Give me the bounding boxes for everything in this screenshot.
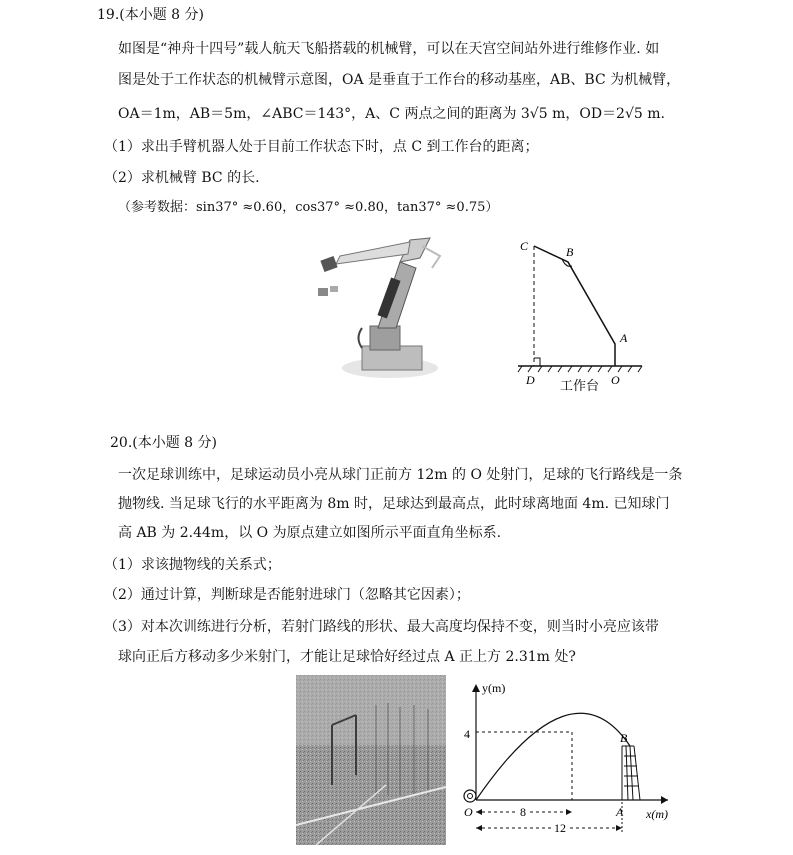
x-axis-label: x(m) — [646, 807, 668, 821]
origin-label: O — [464, 805, 473, 819]
q20-part2: （2）通过计算，判断球是否能射进球门（忽略其它因素）； — [104, 587, 470, 603]
q20-stem-line2: 抛物线. 当足球飞行的水平距离为 8m 时，足球达到最高点，此时球离地面 4m. 已知球门 — [118, 496, 670, 512]
q20-part3-line1: （3）对本次训练进行分析，若射门路线的形状、最大高度均保持不变，则当时小亮应该带 — [104, 619, 659, 635]
y-axis-label: y(m) — [482, 681, 506, 695]
parabola-graph — [458, 676, 688, 846]
q20-stem-line3: 高 AB 为 2.44m，以 O 为原点建立如图所示平面直角坐标系. — [118, 525, 502, 541]
football-photo — [296, 675, 446, 845]
label-d: D — [526, 373, 535, 387]
q20-part3-line2: 球向正后方移动多少米射门，才能让足球恰好经过点 A 正上方 2.31m 处? — [118, 649, 576, 665]
q20-part1: （1）求该抛物线的关系式； — [104, 557, 281, 573]
label-b: B — [566, 245, 574, 259]
point-b-label: B — [620, 731, 628, 745]
q19-stem-line2: 图是处于工作状态的机械臂示意图，OA 是垂直于工作台的移动基座，AB、BC 为机械臂， — [118, 72, 681, 88]
q19-reference: （参考数据：sin37° ≈0.60，cos37° ≈0.80，tan37° ≈0.75） — [118, 200, 499, 215]
q20-stem-line1: 一次足球训练中，足球运动员小亮从球门正前方 12m 的 O 处射门，足球的飞行路线是一条 — [118, 467, 683, 483]
arm-geometry-figure — [508, 232, 658, 394]
label-a: A — [620, 331, 628, 345]
label-o: O — [611, 373, 620, 387]
q19-stem-line1: 如图是“神舟十四号”载人航天飞船搭载的机械臂，可以在天宫空间站外进行维修作业. 如 — [118, 41, 660, 57]
q20-header: 20.(本小题 8 分) — [110, 435, 217, 451]
vertex-x-label: 8 — [520, 805, 526, 819]
max-height-label: 4 — [464, 727, 470, 741]
robot-arm-photo — [300, 228, 450, 388]
goal-distance-label: 12 — [554, 821, 566, 835]
label-c: C — [520, 239, 529, 253]
point-a-label: A — [616, 805, 624, 819]
q19-part2: （2）求机械臂 BC 的长. — [104, 170, 260, 186]
goal-net — [622, 746, 640, 800]
q19-header: 19.(本小题 8 分) — [97, 7, 204, 23]
q19-stem-line3: OA＝1m，AB＝5m，∠ABC＝143°，A、C 两点之间的距离为 3√5 m，OD＝2√5 m. — [118, 106, 665, 122]
label-base: 工作台 — [560, 379, 600, 394]
ball-icon — [464, 790, 476, 802]
trajectory-curve — [476, 713, 630, 800]
q19-part1: （1）求出手臂机器人处于目前工作状态下时，点 C 到工作台的距离； — [104, 139, 539, 155]
